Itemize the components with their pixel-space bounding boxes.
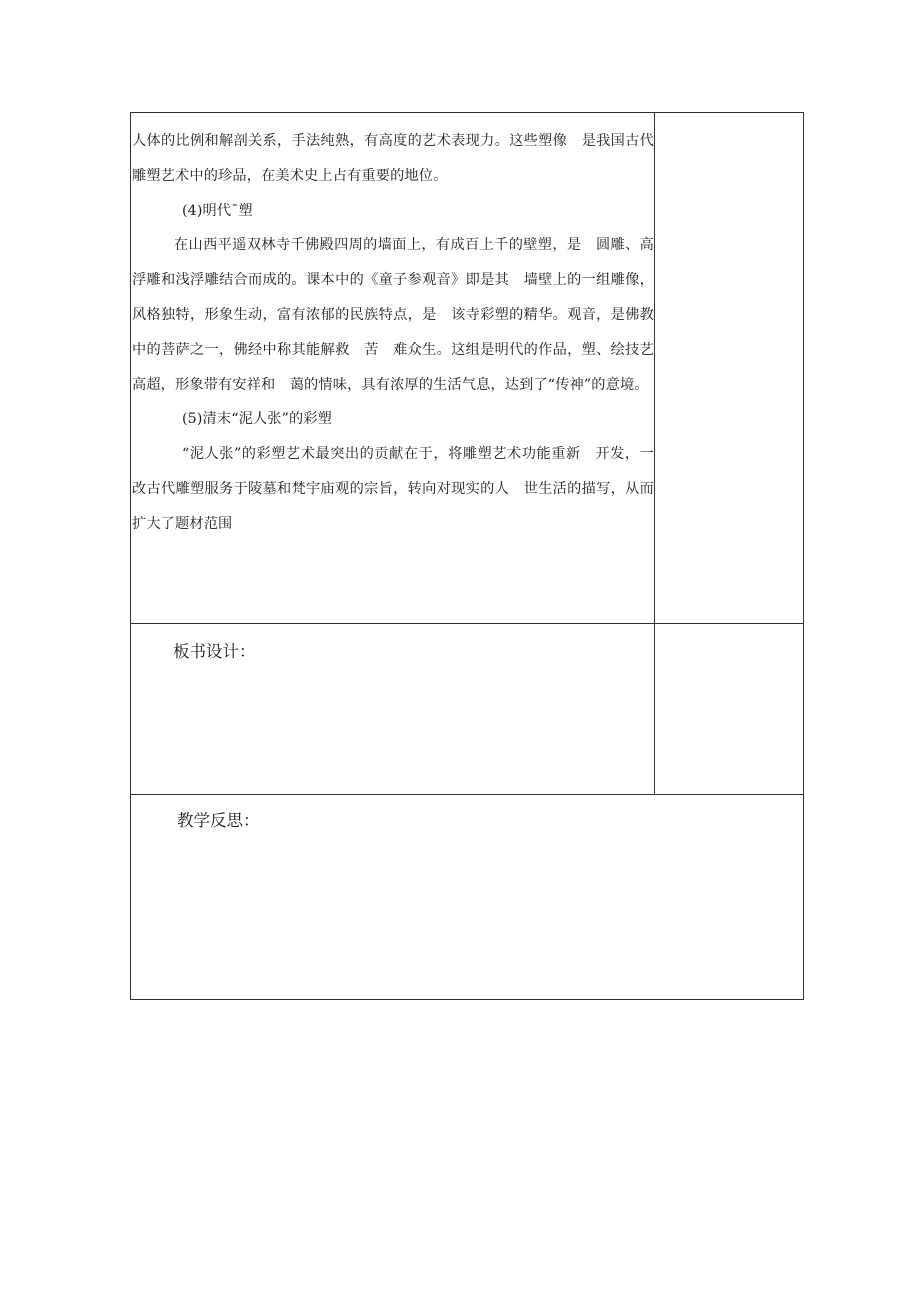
lesson-content xyxy=(131,113,654,542)
paragraph-sculpture-summary: 人体的比例和解剖关系，手法纯熟，有高度的艺术表现力。这些塑像 是我国古代雕塑艺术中的珍品，在美术史上占有重要的地位。 xyxy=(132,133,654,184)
notes-cell xyxy=(655,113,803,623)
heading-ming-dynasty: (4)明代ˉ塑 xyxy=(182,202,253,219)
reflection-cell xyxy=(131,795,803,999)
paragraph-shuanglin-temple: 在山西平遥双林寺千佛殿四周的墙面上，有成百上千的壁塑，是 圆雕、高浮雕和浅浮雕结合而成的。课本中的《童子参观音》即是其 墙壁上的一组雕像，风格独特，形象生动，富有浓郁的民族特点，是 该寺彩塑的精华。观音，是佛教中的菩萨之一，佛经中称其能解救 苦 难众生。这组是明代的作品，塑、绘技艺高超，形象带有安祥和 蔼的情味，具有浓厚的生活气息，达到了“传神”的意境。 xyxy=(132,237,654,393)
lesson-content-cell xyxy=(131,113,655,623)
paragraph-niren-zhang: “泥人张”的彩塑艺术最突出的贡献在于，将雕塑艺术功能重新 开发，一改古代雕塑服务于陵墓和梵宇庙观的宗旨，转向对现实的人 世生活的描写，从而扩大了题材范围 xyxy=(132,446,654,532)
board-design-cell xyxy=(131,624,655,794)
heading-niren-zhang: (5)清末“泥人张”的彩塑 xyxy=(182,411,333,428)
reflection-label: 教学反思： xyxy=(177,811,260,830)
board-design-label: 板书设计： xyxy=(173,642,256,661)
board-design-row xyxy=(131,624,803,795)
content-row xyxy=(131,113,803,624)
reflection-row xyxy=(131,795,803,999)
lesson-plan-table xyxy=(130,112,804,1000)
board-notes-cell xyxy=(655,624,803,794)
